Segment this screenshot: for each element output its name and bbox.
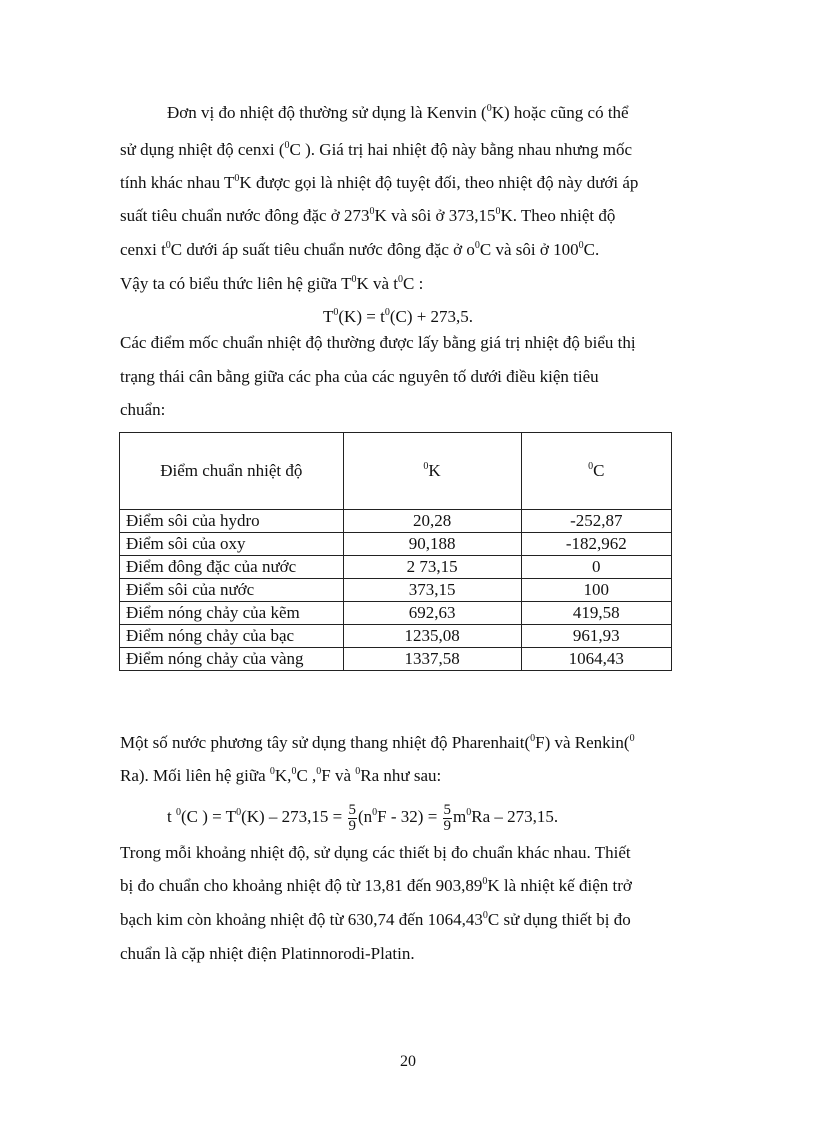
paragraph-1-line-4: suất tiêu chuẩn nước đông đặc ở $273^0K$ và sôi ở 373,15$^0$K. Theo nhiệt độ [120, 206, 616, 225]
paragraph-1-line-2: sử dụng nhiệt độ cenxi ($^0$C ). Giá trị hai nhiệt độ này bằng nhau nhưng mốc [120, 140, 633, 159]
paragraph-4-line-2: bị đo chuẩn cho khoảng nhiệt độ từ 13,81 đến 903,89$^0$K là nhiệt kế điện trở [120, 876, 632, 895]
cell-kelvin: 373,15 [343, 579, 521, 602]
paragraph-2-line-1: Các điểm mốc chuẩn nhiệt độ thường được lấy bằng giá trị nhiệt độ biểu thị [120, 333, 636, 352]
table-row [120, 579, 672, 602]
cell-point: Điểm sôi của oxy [120, 533, 344, 556]
table-row [120, 625, 672, 648]
cell-kelvin: 20,28 [343, 510, 521, 533]
paragraph-4-line-1: Trong mỗi khoảng nhiệt độ, sử dụng các thiết bị đo chuẩn khác nhau. Thiết [120, 843, 631, 862]
cell-point: Điểm sôi của hydro [120, 510, 344, 533]
cell-kelvin: 1235,08 [343, 625, 521, 648]
cell-celsius: 961,93 [521, 625, 671, 648]
cell-point: Điểm nóng chảy của bạc [120, 625, 344, 648]
cell-point: Điểm nóng chảy của kẽm [120, 602, 344, 625]
paragraph-2-line-2: trạng thái cân bằng giữa các pha của các nguyên tố dưới điều kiện tiêu [120, 367, 599, 386]
paragraph-1-line-5: cenxi $t^0C$ dưới áp suất tiêu chuẩn nước đông đặc ở $o^0C$ và sôi ở $100^0C$. [120, 240, 600, 259]
fraction-5-9: $\frac{5}{9}$ [348, 801, 356, 834]
paragraph-4-line-4: chuẩn là cặp nhiệt điện Platinnorodi-Platin. [120, 944, 415, 963]
header-reference-point: Điểm chuẩn nhiệt độ [120, 433, 344, 510]
paragraph-1-line-1: Đơn vị đo nhiệt độ thường sử dụng là Kenvin ($^0$K) hoặc cũng có thể [167, 103, 629, 122]
fraction-5-9: $\frac{5}{9}$ [443, 801, 452, 834]
table-row [120, 648, 672, 671]
cell-point: Điểm nóng chảy của vàng [120, 648, 344, 671]
cell-kelvin: 90,188 [343, 533, 521, 556]
cell-kelvin: 2 73,15 [343, 556, 521, 579]
paragraph-3-line-2: Ra). Mối liên hệ giữa $^0$K,$^0$C ,$^0$F và $^0$Ra như sau: [120, 766, 442, 785]
table-row [120, 533, 672, 556]
cell-point: Điểm đông đặc của nước [120, 556, 344, 579]
cell-celsius: 419,58 [521, 602, 671, 625]
page-number: 20 [400, 1053, 416, 1070]
table-row [120, 510, 672, 533]
cell-kelvin: 1337,58 [343, 648, 521, 671]
paragraph-1-line-6: Vậy ta có biểu thức liên hệ giữa $T^0K$ và $t^0C$ : [120, 274, 424, 293]
table-header-row [120, 433, 672, 510]
paragraph-1-line-3: tính khác nhau $T^0K$ được gọi là nhiệt độ tuyệt đối, theo nhiệt độ này dưới áp [120, 173, 639, 192]
formula-kelvin-celsius: $T^0(K) = t^0(C) + 273,5$. [323, 307, 474, 326]
table-row [120, 556, 672, 579]
cell-kelvin: 692,63 [343, 602, 521, 625]
reference-points-table [119, 432, 672, 671]
paragraph-2-line-3: chuẩn: [120, 400, 166, 419]
formula-scale-conversion: t $^0$(C ) = $T^0(K) - 273,15$ = $\frac{5}{9}$ $(n^0F - 32)$ = $\frac{5}{9}$ $m^0Ra - 273,15$. [167, 801, 559, 834]
cell-point: Điểm sôi của nước [120, 579, 344, 602]
header-celsius: $^0$C [521, 433, 671, 510]
cell-celsius: 0 [521, 556, 671, 579]
cell-celsius: -252,87 [521, 510, 671, 533]
paragraph-4-line-3: bạch kim còn khoảng nhiệt độ từ 630,74 đến 1064,43$^0$C sử dụng thiết bị đo [120, 910, 631, 929]
cell-celsius: 1064,43 [521, 648, 671, 671]
paragraph-3-line-1: Một số nước phương tây sử dụng thang nhiệt độ Pharenhait($^0$F) và Renkin($^0$ [120, 733, 635, 752]
cell-celsius: 100 [521, 579, 671, 602]
table-row [120, 602, 672, 625]
cell-celsius: -182,962 [521, 533, 671, 556]
header-kelvin: $^0$K [343, 433, 521, 510]
